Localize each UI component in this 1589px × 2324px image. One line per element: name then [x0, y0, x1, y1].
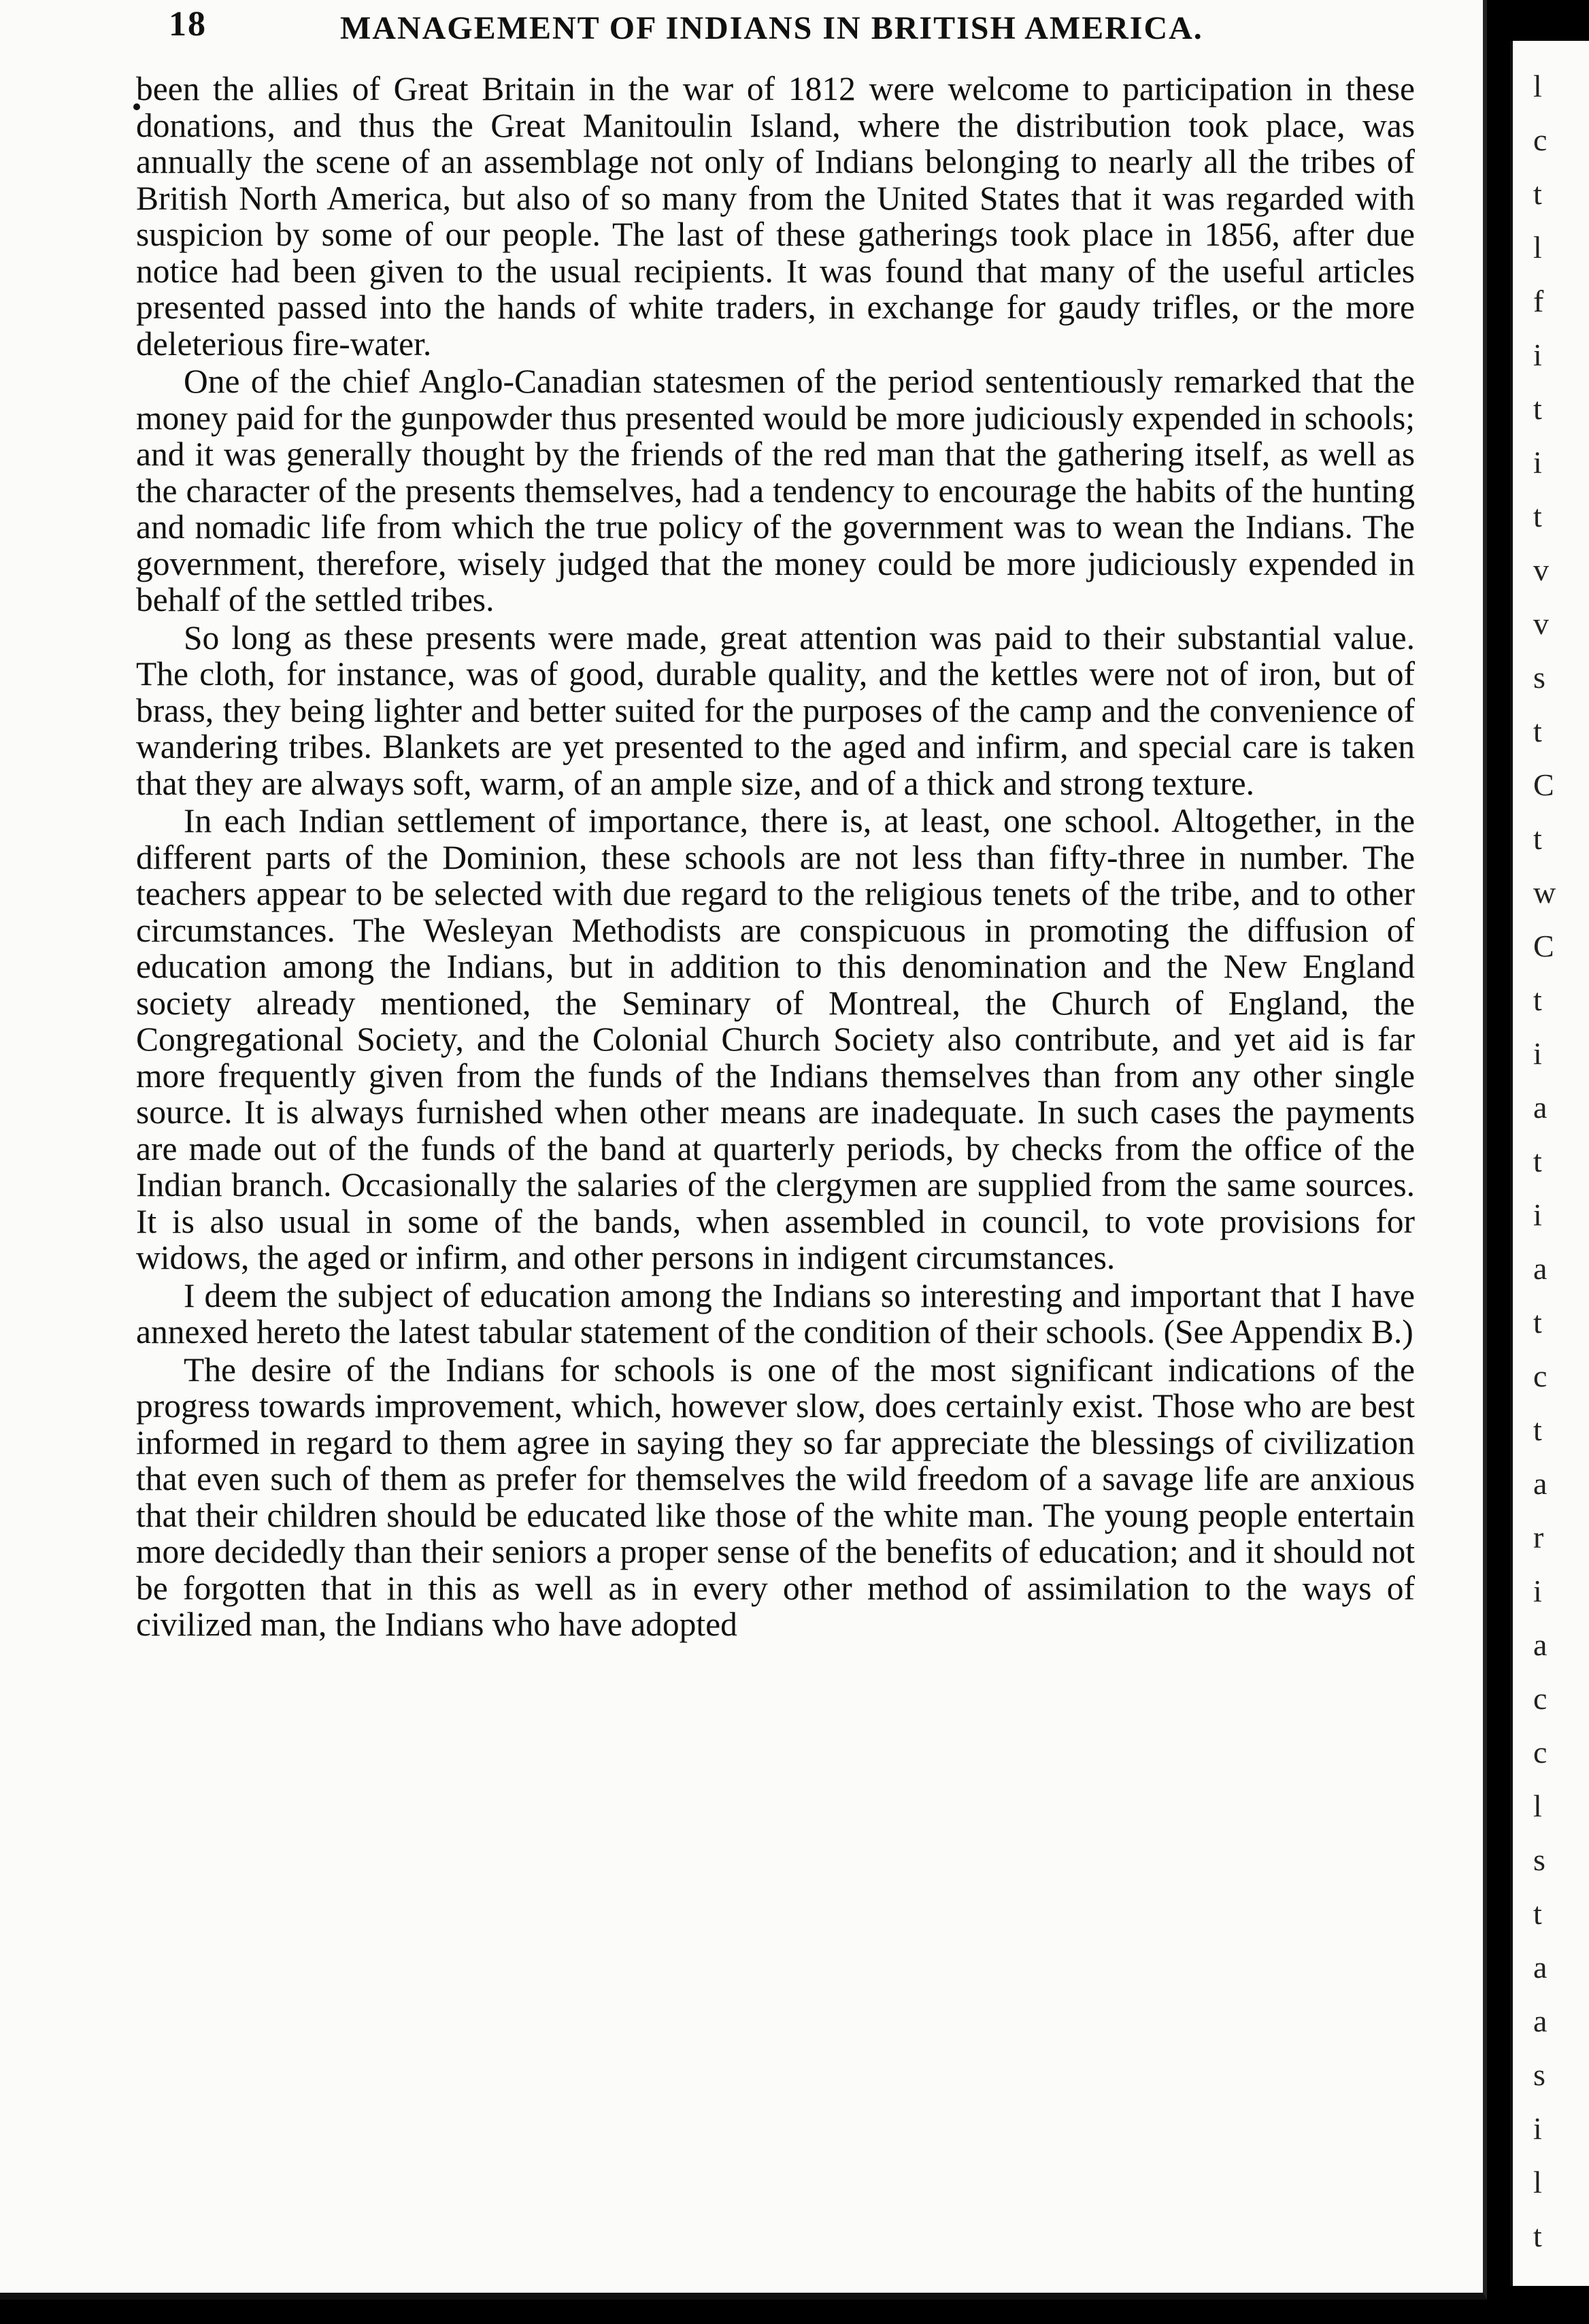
- facing-page-letter: a: [1533, 1627, 1548, 1662]
- facing-page-letter: t: [1533, 1412, 1542, 1447]
- facing-page-letter: t: [1533, 391, 1542, 426]
- facing-page-letter: c: [1533, 1359, 1548, 1393]
- paragraph-continuation: been the allies of Great Britain in the war of 1812 were welcome to participation in these donations, and thus the Great Manitoulin Island, where the distribution took place, was annually the scene of an assemblage not only of Indians belonging to nearly all the tribes of British North America, but also of so many from the United States that it was regarded with suspicion by some of our people. The last of these gatherings took place in 1856, after due notice had been given to the usual recipients. It was found that many of the useful articles presented passed into the hands of white traders, in exchange for gaudy trifles, or the more deleterious fire-water.: [136, 70, 1415, 363]
- facing-page-letter: t: [1533, 982, 1542, 1017]
- facing-page-letter: s: [1533, 2057, 1545, 2092]
- facing-page-letter: l: [1533, 230, 1542, 265]
- facing-page-letter: c: [1533, 122, 1548, 157]
- facing-page-letter: t: [1533, 1305, 1542, 1340]
- facing-page-letter: i: [1533, 1574, 1542, 1608]
- paragraph-appendix: I deem the subject of education among the Indians so interesting and important that I have annexed hereto the latest tabular statement of the condition of their schools. (See Appendix B.): [136, 1276, 1415, 1350]
- facing-page-letter: a: [1533, 1251, 1548, 1286]
- paragraph-presents: So long as these presents were made, great attention was paid to their substantial value. The cloth, for instance, was of good, durable quality, and the kettles were not of iron, but of brass, they being lighter and better suited for the purposes of the camp and the convenience of wandering tribes. Blankets are yet presented to the aged and infirm, and special care is taken that they are always soft, warm, of an ample size, and of a thick and strong texture.: [136, 618, 1415, 802]
- facing-page-letter: i: [1533, 1036, 1542, 1071]
- facing-page-letter: a: [1533, 1090, 1548, 1125]
- facing-page-letter: v: [1533, 552, 1549, 587]
- paragraph-desire: The desire of the Indians for schools is one of the most significant indications of the progress towards improvement, which, however slow, does certainly exist. Those who are best informed in regard to them agree in saying they so far appreciate the blessings of civilization that even such of them as prefer for themselves the wild freedom of a savage life are anxious that their children should be educated like those of the white man. The young people entertain more decidedly than their seniors a proper sense of the benefits of education; and it should not be forgotten that in this as well as in every other method of assimilation to the ways of civilized man, the Indians who have adopted: [136, 1350, 1415, 1643]
- page-number: 18: [169, 5, 207, 44]
- facing-page-letter: l: [1533, 69, 1542, 103]
- facing-page-letter: l: [1533, 1789, 1542, 1823]
- facing-page-letter: a: [1533, 2004, 1548, 2038]
- facing-page-edge: [1510, 41, 1589, 2286]
- facing-page-letter: i: [1533, 2111, 1542, 2146]
- facing-page-letter: i: [1533, 445, 1542, 480]
- facing-page-letter: s: [1533, 660, 1545, 695]
- facing-page-letter: i: [1533, 337, 1542, 372]
- facing-page-letter: v: [1533, 606, 1549, 641]
- facing-page-letter: c: [1533, 1735, 1548, 1770]
- paragraph-schools: In each Indian settlement of importance, there is, at least, one school. Altogether, in the different parts of the Dominion, these schools are not less than fifty-three in number. The teachers appear to be selected with due regard to the religious tenets of the tribe, and to other circumstances. The Wesleyan Methodists are conspicuous in promoting the diffusion of education among the Indians, but in addition to this denomination and the New England society already mentioned, the Seminary of Montreal, the Church of England, the Congregational Society, and the Colonial Church Society also contribute, and yet aid is far more frequently given from the funds of the Indians themselves than from any other single source. It is always furnished when other means are inadequate. In such cases the payments are made out of the funds of the band at quarterly periods, by checks from the office of the Indian branch. Occasionally the salaries of the clergymen are supplied from the same sources. It is also usual in some of the bands, when assembled in council, to vote provisions for widows, the aged or infirm, and other persons in indigent circumstances.: [136, 802, 1415, 1276]
- facing-page-letter: C: [1533, 767, 1554, 802]
- facing-page-letter: c: [1533, 1681, 1548, 1716]
- facing-page-letter: t: [1533, 714, 1542, 748]
- facing-page-letter: f: [1533, 284, 1544, 318]
- facing-page-letter: i: [1533, 1197, 1542, 1232]
- facing-page-letter: t: [1533, 1144, 1542, 1178]
- facing-page-letter: l: [1533, 2165, 1542, 2200]
- page-header: [169, 0, 1414, 63]
- facing-page-letter: t: [1533, 176, 1542, 211]
- facing-page-letter: t: [1533, 821, 1542, 856]
- facing-page-letter: t: [1533, 499, 1542, 533]
- facing-page-letter: w: [1533, 875, 1556, 910]
- facing-page-letter: C: [1533, 929, 1554, 963]
- body-text: [136, 71, 1415, 1644]
- facing-page-letter: s: [1533, 1842, 1545, 1877]
- facing-page-letter: a: [1533, 1466, 1548, 1501]
- facing-page-letter: a: [1533, 1950, 1548, 1985]
- facing-page-letter: r: [1533, 1520, 1544, 1555]
- facing-page-letter: t: [1533, 1896, 1542, 1931]
- running-title: MANAGEMENT OF INDIANS IN BRITISH AMERICA.: [340, 10, 1203, 46]
- paragraph-statesmen: One of the chief Anglo-Canadian statesmen of the period sententiously remarked that the money paid for the gunpowder thus presented would be more judiciously expended in schools; and it was generally thought by the friends of the red man that the gathering itself, as well as the character of the presents themselves, had a tendency to encourage the habits of the hunting and nomadic life from which the true policy of the government was to wean the Indians. The government, therefore, wisely judged that the money could be more judiciously expended in behalf of the settled tribes.: [136, 363, 1415, 618]
- facing-page-letter: t: [1533, 2219, 1542, 2253]
